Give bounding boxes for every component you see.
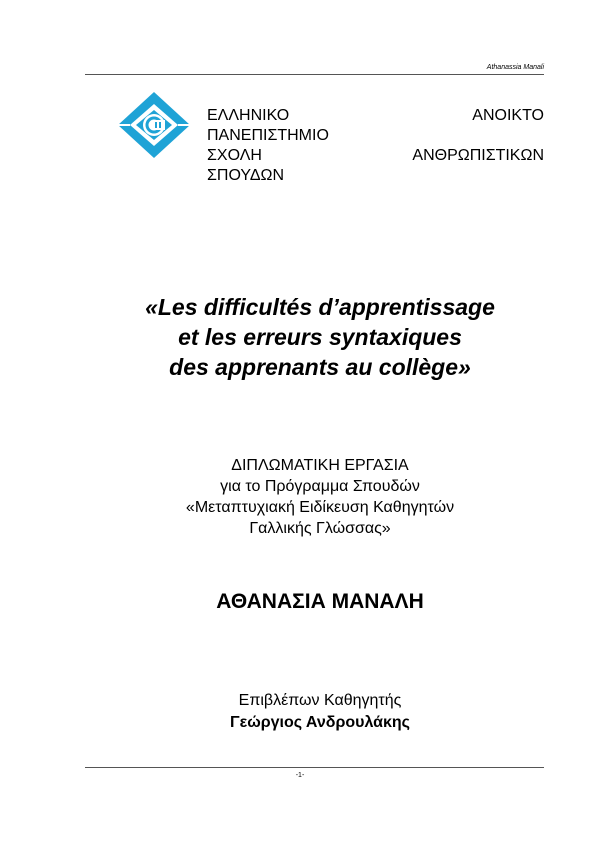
supervisor-label: Επιβλέπων Καθηγητής [238, 692, 402, 709]
program-line: «Μεταπτυχιακή Ειδίκευση Καθηγητών [185, 499, 455, 516]
institution-word: ΑΝΟΙΚΤΟ [472, 107, 544, 124]
institution-line [207, 166, 544, 186]
title-line: et les erreurs syntaxiques [178, 324, 462, 350]
page-number: -1- [295, 772, 305, 779]
institution-word: ΕΛΛΗΝΙΚΟ [207, 107, 290, 124]
institution-word: ΑΝΘΡΩΠΙΣΤΙΚΩΝ [412, 147, 544, 164]
institution-word: ΣΧΟΛΗ [207, 147, 262, 164]
header-divider [85, 74, 544, 75]
institution-line [207, 126, 544, 146]
institution-name [207, 106, 544, 186]
footer-divider [85, 767, 544, 768]
program-line: για το Πρόγραμμα Σπουδών [220, 478, 420, 495]
supervisor-block [60, 690, 580, 734]
thesis-type: ΔΙΠΛΩΜΑΤΙΚΗ ΕΡΓΑΣΙΑ [231, 457, 409, 474]
institution-line [207, 146, 544, 166]
institution-word: ΠΑΝΕΠΙΣΤΗΜΙΟ [207, 127, 329, 144]
institution-line [207, 106, 544, 126]
running-header-author: Athanassia Manali [486, 64, 544, 71]
program-line: Γαλλικής Γλώσσας» [249, 520, 391, 537]
thesis-description [60, 455, 580, 539]
title-line: «Les difficultés d’apprentissage [145, 294, 495, 320]
supervisor-name: Γεώργιος Ανδρουλάκης [229, 714, 410, 731]
thesis-title [60, 292, 580, 382]
university-logo-icon [116, 90, 192, 160]
institution-word: ΣΠΟΥΔΩΝ [207, 167, 285, 184]
title-line: des apprenants au collège» [169, 354, 471, 380]
author-name: ΑΘΑΝΑΣΙΑ ΜΑΝΑΛΗ [216, 590, 424, 613]
